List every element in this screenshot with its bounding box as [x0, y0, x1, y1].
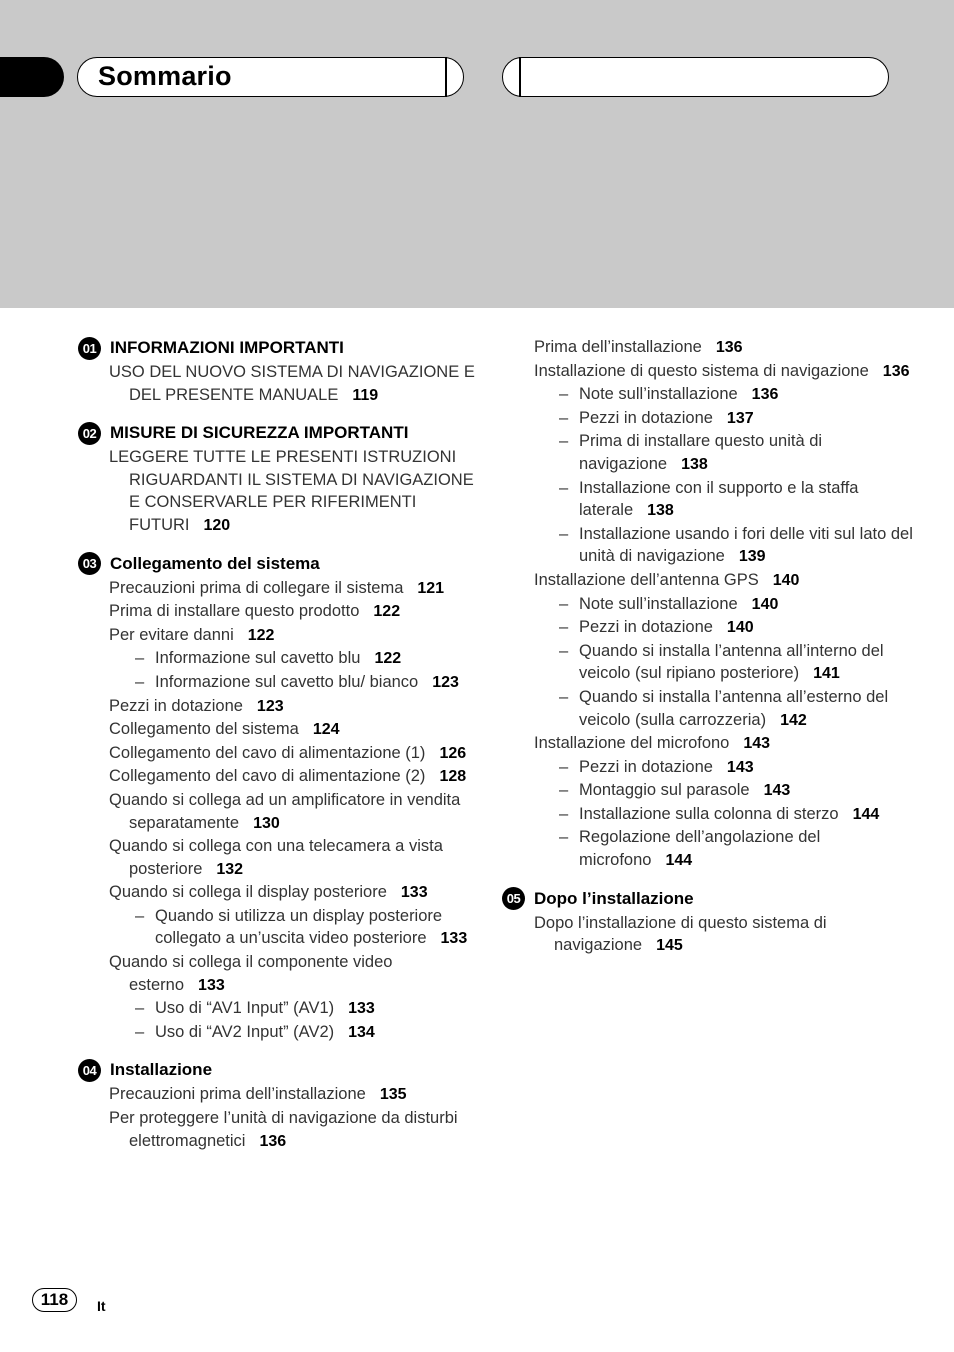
- section-heading: [78, 1058, 478, 1082]
- toc-page-number: 136: [751, 386, 779, 404]
- language-code: It: [97, 1298, 106, 1314]
- toc-entry: [502, 912, 922, 958]
- toc-page-number: 126: [439, 744, 467, 762]
- section-number-badge: 02: [78, 422, 101, 445]
- toc-section: [502, 887, 922, 958]
- toc-entry-text: Pezzi in dotazione: [579, 757, 713, 776]
- toc-entry: [502, 803, 922, 827]
- toc-entry-text: Quando si collega con una telecamera a vista posteriore: [109, 837, 443, 878]
- toc-entry: [502, 407, 922, 431]
- section-heading: [502, 887, 922, 911]
- toc-entry-text: Installazione con il supporto e la staffa laterale: [579, 478, 859, 520]
- toc-page-number: 138: [681, 455, 708, 473]
- dash-glyph: –: [559, 524, 569, 543]
- toc-page-number: 139: [738, 548, 766, 566]
- toc-entry: [78, 600, 478, 624]
- toc-entry: [502, 360, 922, 384]
- toc-entry-text: Informazione sul cavetto blu: [155, 649, 361, 668]
- section-title: Dopo l’installazione: [534, 888, 694, 908]
- toc-page-number: 128: [439, 768, 467, 786]
- toc-page-number: 142: [780, 711, 807, 729]
- toc-entry: [502, 336, 922, 360]
- toc-entry: [502, 616, 922, 640]
- section-title: MISURE DI SICUREZZA IMPORTANTI: [110, 423, 409, 443]
- dash-glyph: –: [559, 594, 569, 613]
- toc-page-number: 123: [432, 673, 459, 691]
- toc-page-number: 145: [656, 937, 683, 955]
- toc-entry: [78, 624, 478, 648]
- toc-entry-text: Collegamento del sistema: [109, 720, 299, 739]
- toc-entry: [502, 477, 922, 523]
- toc-entry-text: Quando si collega ad un amplificatore in vendita separatamente: [109, 790, 461, 832]
- toc-entry: [78, 361, 478, 407]
- page-number-badge: 118: [32, 1288, 77, 1312]
- toc-entry: [502, 756, 922, 780]
- toc-page-number: 136: [715, 339, 743, 356]
- header-tab-marker: [0, 57, 64, 97]
- toc-entry-text: Quando si installa l’antenna all’interno del veicolo (sul ripiano posteriore): [579, 641, 884, 683]
- dash-glyph: –: [559, 432, 569, 451]
- section-number-badge: 05: [502, 887, 525, 910]
- toc-page-number: 119: [352, 386, 379, 404]
- toc-entry-text: Dopo l’installazione di questo sistema di navigazione: [534, 913, 827, 955]
- toc-entry-text: Quando si utilizza un display posteriore collegato a un’uscita video posteriore: [155, 906, 443, 948]
- toc-entry: [78, 647, 478, 671]
- section-title: Installazione: [110, 1060, 213, 1080]
- toc-page-number: 141: [813, 665, 840, 683]
- section-title: Collegamento del sistema: [110, 553, 320, 573]
- toc-entry-text: Pezzi in dotazione: [109, 696, 243, 715]
- section-heading: [78, 336, 478, 360]
- toc-page-number: 137: [726, 409, 754, 427]
- toc-entry: [78, 577, 478, 601]
- toc-page-number: 143: [726, 758, 754, 776]
- dash-glyph: –: [559, 828, 569, 847]
- toc-page-number: 138: [647, 502, 674, 520]
- toc-entry-text: Uso di “AV1 Input” (AV1): [155, 999, 335, 1018]
- title-box-divider: [445, 57, 447, 97]
- toc-entry-text: Regolazione dell’angolazione del microfono: [579, 828, 821, 870]
- toc-page-number: 144: [852, 805, 880, 823]
- toc-entry: [502, 383, 922, 407]
- toc-entry-text: Collegamento del cavo di alimentazione (2): [109, 767, 426, 786]
- toc-entry-text: Informazione sul cavetto blu/ bianco: [155, 672, 419, 691]
- dash-glyph: –: [559, 385, 569, 404]
- toc-page-number: 136: [259, 1132, 287, 1150]
- toc-entry: [78, 695, 478, 719]
- toc-entry: [78, 881, 478, 905]
- dash-glyph: –: [559, 618, 569, 637]
- header-band: [0, 0, 954, 308]
- toc-entry: [78, 446, 478, 537]
- toc-entry-text: Installazione usando i fori delle viti sul lato del unità di navigazione: [579, 524, 913, 566]
- toc-entry: [78, 835, 478, 881]
- toc-entry-text: Quando si installa l’antenna all’esterno del veicolo (sulla carrozzeria): [579, 687, 889, 729]
- toc-page-number: 136: [882, 362, 910, 380]
- toc-entry-text: Uso di “AV2 Input” (AV2): [155, 1022, 335, 1041]
- toc-entry-text: Prima di installare questo prodotto: [109, 602, 360, 621]
- toc-entry-text: Prima di installare questo unità di navigazione: [579, 432, 823, 473]
- toc-entry-text: Per proteggere l’unità di navigazione da disturbi elettromagnetici: [109, 1109, 458, 1150]
- toc-entry: [502, 523, 922, 569]
- dash-glyph: –: [559, 804, 569, 823]
- toc-page-number: 121: [417, 579, 445, 597]
- dash-glyph: –: [559, 757, 569, 776]
- toc-page-number: 133: [440, 930, 468, 948]
- toc-entry-text: Quando si collega il componente video esterno: [109, 953, 393, 994]
- toc-page-number: 123: [256, 697, 284, 715]
- toc-page-number: 122: [373, 603, 401, 621]
- toc-page-number: 143: [763, 782, 791, 800]
- toc-page-number: 140: [751, 595, 779, 613]
- toc-entry-text: Installazione del microfono: [534, 734, 730, 753]
- title-box-empty: [502, 57, 889, 97]
- toc-entry: [78, 997, 478, 1021]
- toc-page-number: 140: [772, 571, 800, 589]
- toc-entry-text: USO DEL NUOVO SISTEMA DI NAVIGAZIONE E DEL PRESENTE MANUALE: [109, 363, 475, 404]
- toc-entry-text: Precauzioni prima dell’installazione: [109, 1085, 366, 1104]
- dash-glyph: –: [559, 687, 569, 706]
- toc-page-number: 120: [203, 516, 231, 534]
- toc-page-number: 132: [216, 860, 244, 878]
- toc-entry: [78, 789, 478, 835]
- toc-page-number: 144: [665, 852, 693, 870]
- toc-entry-text: Note sull’installazione: [579, 385, 738, 404]
- toc-page-number: 133: [348, 1000, 375, 1018]
- toc-page-number: 122: [247, 626, 275, 644]
- toc-entry-text: Per evitare danni: [109, 625, 234, 644]
- toc-section: [78, 336, 478, 407]
- dash-glyph: –: [135, 649, 145, 668]
- section-title: INFORMAZIONI IMPORTANTI: [110, 338, 344, 357]
- toc-entry: [502, 430, 922, 476]
- toc-entry: [502, 826, 922, 872]
- toc-entry: [502, 732, 922, 756]
- toc-entry: [502, 569, 922, 593]
- toc-entry-text: Quando si collega il display posteriore: [109, 883, 387, 902]
- page-title: Sommario: [98, 61, 232, 91]
- dash-glyph: –: [559, 781, 569, 800]
- toc-section: [78, 421, 478, 537]
- dash-glyph: –: [135, 999, 145, 1018]
- dash-glyph: –: [559, 478, 569, 497]
- toc-entry: [78, 718, 478, 742]
- toc-entry-text: Installazione sulla colonna di sterzo: [579, 804, 839, 823]
- section-heading: [78, 421, 478, 445]
- toc-entry-text: Collegamento del cavo di alimentazione (1): [109, 743, 426, 762]
- toc-section: [78, 552, 478, 1045]
- toc-page-number: 130: [253, 814, 280, 832]
- toc-entry-text: Precauzioni prima di collegare il sistema: [109, 578, 404, 597]
- section-number-badge: 03: [78, 552, 101, 575]
- toc-entry: [502, 779, 922, 803]
- toc-entry: [78, 1083, 478, 1107]
- toc-entry-text: Montaggio sul parasole: [579, 781, 750, 800]
- section-number-badge: 04: [78, 1059, 101, 1082]
- toc-section: [78, 1058, 478, 1153]
- toc-entry: [78, 1107, 478, 1153]
- toc-entry-text: Pezzi in dotazione: [579, 408, 713, 427]
- toc-page-number: 140: [726, 619, 754, 637]
- toc-entry: [78, 765, 478, 789]
- toc-page-number: 122: [374, 650, 402, 668]
- dash-glyph: –: [135, 1022, 145, 1041]
- toc-entry: [78, 742, 478, 766]
- toc-page-number: 143: [743, 735, 771, 753]
- toc-entry: [78, 671, 478, 695]
- toc-entry: [502, 686, 922, 732]
- toc-right-column: [502, 336, 922, 972]
- toc-entry: [502, 593, 922, 617]
- toc-entry: [78, 1021, 478, 1045]
- title-box-empty-divider: [519, 57, 521, 97]
- dash-glyph: –: [559, 641, 569, 660]
- dash-glyph: –: [559, 408, 569, 427]
- toc-entry: [502, 640, 922, 686]
- title-box: [77, 57, 464, 97]
- toc-page-number: 124: [312, 721, 340, 739]
- dash-glyph: –: [135, 906, 145, 925]
- toc-entry: [78, 905, 478, 951]
- toc-page-number: 135: [379, 1086, 407, 1104]
- section-number-badge: 01: [78, 337, 101, 360]
- toc-entry-text: LEGGERE TUTTE LE PRESENTI ISTRUZIONI RIGUARDANTI IL SISTEMA DI NAVIGAZIONE E CONSERVARLE PER RIFERIMENTI FUTURI: [109, 448, 474, 534]
- toc-entry-text: Installazione dell’antenna GPS: [534, 570, 759, 589]
- toc-page-number: 133: [198, 976, 225, 994]
- toc-entry-text: Prima dell’installazione: [534, 338, 702, 356]
- toc-page-number: 133: [400, 884, 428, 902]
- toc-entry-text: Note sull’installazione: [579, 594, 738, 613]
- toc-page-number: 134: [348, 1023, 375, 1041]
- dash-glyph: –: [135, 672, 145, 691]
- section-heading: [78, 552, 478, 576]
- toc-entry: [78, 951, 478, 997]
- toc-section-continued: [502, 336, 922, 873]
- toc-left-column: [78, 336, 478, 1167]
- toc-entry-text: Pezzi in dotazione: [579, 618, 713, 637]
- toc-entry-text: Installazione di questo sistema di navigazione: [534, 361, 869, 380]
